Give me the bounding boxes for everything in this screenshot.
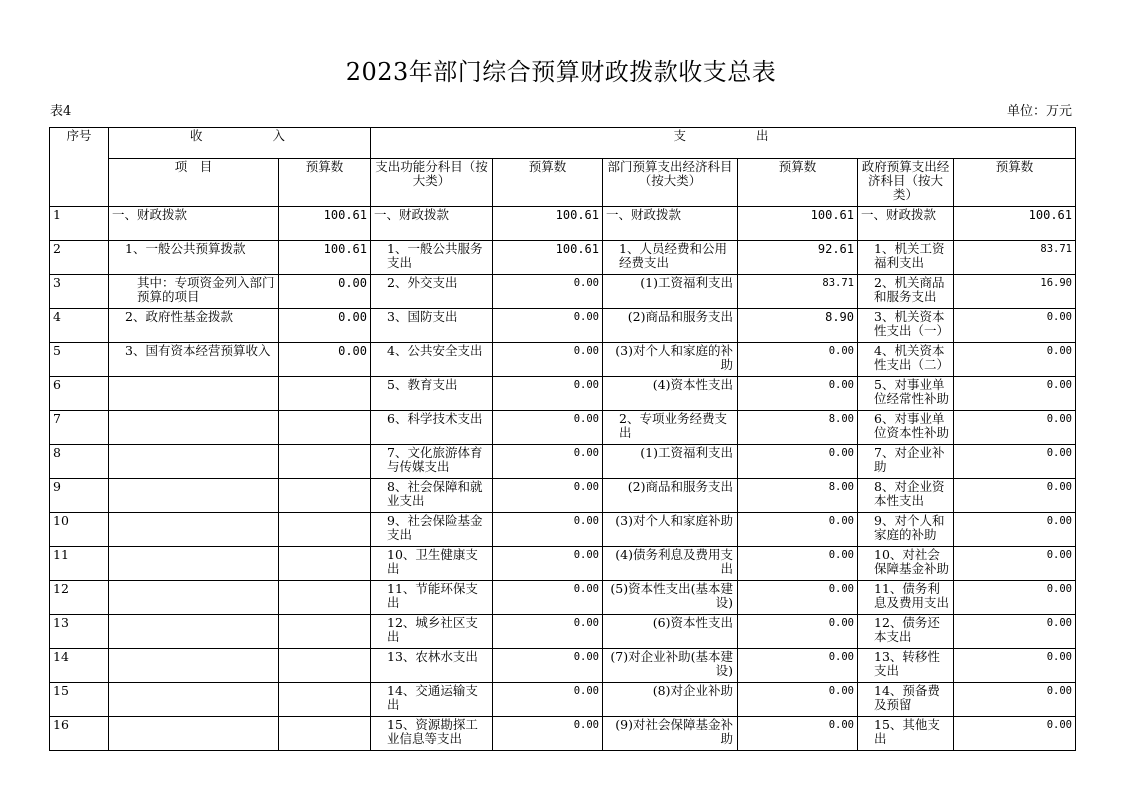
header-func-subject: 支出功能分科目（按大类） xyxy=(371,159,493,207)
table-row xyxy=(50,479,1076,513)
income-item xyxy=(109,615,279,649)
dept-item: (6)资本性支出 xyxy=(603,615,738,649)
income-budget xyxy=(279,445,371,479)
gov-budget: 0.00 xyxy=(954,411,1076,445)
header-gov-budget: 预算数 xyxy=(954,159,1076,207)
dept-budget: 92.61 xyxy=(738,241,858,275)
func-item: 11、节能环保支出 xyxy=(371,581,493,615)
dept-budget: 8.90 xyxy=(738,309,858,343)
header-seq: 序号 xyxy=(50,128,109,207)
table-row xyxy=(50,241,1076,275)
table-row xyxy=(50,649,1076,683)
header-expense: 支 出 xyxy=(371,128,1076,159)
dept-item: (1)工资福利支出 xyxy=(603,275,738,309)
table-row xyxy=(50,275,1076,309)
func-item: 2、外交支出 xyxy=(371,275,493,309)
dept-item: (4)资本性支出 xyxy=(603,377,738,411)
dept-item: (7)对企业补助(基本建设) xyxy=(603,649,738,683)
row-seq: 6 xyxy=(50,377,109,411)
dept-item: (8)对企业补助 xyxy=(603,683,738,717)
func-budget: 0.00 xyxy=(493,547,603,581)
unit-label: 单位：万元 xyxy=(1006,104,1072,119)
income-budget xyxy=(279,649,371,683)
gov-item: 14、预备费及预留 xyxy=(858,683,954,717)
func-item: 3、国防支出 xyxy=(371,309,493,343)
gov-budget: 0.00 xyxy=(954,513,1076,547)
gov-item: 8、对企业资本性支出 xyxy=(858,479,954,513)
income-budget xyxy=(279,547,371,581)
gov-budget: 0.00 xyxy=(954,479,1076,513)
income-budget xyxy=(279,411,371,445)
table-row xyxy=(50,683,1076,717)
func-budget: 0.00 xyxy=(493,683,603,717)
gov-budget: 83.71 xyxy=(954,241,1076,275)
dept-item: (2)商品和服务支出 xyxy=(603,309,738,343)
gov-item: 3、机关资本性支出（一） xyxy=(858,309,954,343)
row-seq: 16 xyxy=(50,717,109,751)
dept-budget: 0.00 xyxy=(738,615,858,649)
gov-item: 13、转移性支出 xyxy=(858,649,954,683)
row-seq: 7 xyxy=(50,411,109,445)
income-item xyxy=(109,513,279,547)
table-row xyxy=(50,547,1076,581)
row-seq: 14 xyxy=(50,649,109,683)
gov-budget: 0.00 xyxy=(954,615,1076,649)
table-row xyxy=(50,377,1076,411)
gov-item: 一、财政拨款 xyxy=(858,207,954,241)
header-income: 收 入 xyxy=(109,128,371,159)
func-item: 13、农林水支出 xyxy=(371,649,493,683)
func-item: 9、社会保险基金支出 xyxy=(371,513,493,547)
row-seq: 3 xyxy=(50,275,109,309)
func-item: 15、资源勘探工业信息等支出 xyxy=(371,717,493,751)
gov-budget: 0.00 xyxy=(954,445,1076,479)
income-budget xyxy=(279,717,371,751)
func-item: 10、卫生健康支出 xyxy=(371,547,493,581)
gov-item: 12、债务还本支出 xyxy=(858,615,954,649)
gov-budget: 0.00 xyxy=(954,309,1076,343)
dept-budget: 100.61 xyxy=(738,207,858,241)
income-budget: 0.00 xyxy=(279,309,371,343)
dept-item: 1、人员经费和公用经费支出 xyxy=(603,241,738,275)
income-item xyxy=(109,377,279,411)
func-budget: 0.00 xyxy=(493,411,603,445)
func-item: 7、文化旅游体育与传媒支出 xyxy=(371,445,493,479)
gov-item: 15、其他支出 xyxy=(858,717,954,751)
row-seq: 9 xyxy=(50,479,109,513)
gov-item: 5、对事业单位经常性补助 xyxy=(858,377,954,411)
dept-budget: 8.00 xyxy=(738,411,858,445)
dept-item: (3)对个人和家庭补助 xyxy=(603,513,738,547)
func-budget: 0.00 xyxy=(493,377,603,411)
gov-budget: 0.00 xyxy=(954,377,1076,411)
income-item xyxy=(109,479,279,513)
gov-budget: 0.00 xyxy=(954,683,1076,717)
row-seq: 4 xyxy=(50,309,109,343)
gov-budget: 0.00 xyxy=(954,547,1076,581)
table-number: 表4 xyxy=(50,104,72,119)
gov-item: 6、对事业单位资本性补助 xyxy=(858,411,954,445)
dept-budget: 0.00 xyxy=(738,377,858,411)
func-item: 4、公共安全支出 xyxy=(371,343,493,377)
income-budget: 0.00 xyxy=(279,275,371,309)
dept-budget: 0.00 xyxy=(738,445,858,479)
row-seq: 10 xyxy=(50,513,109,547)
row-seq: 8 xyxy=(50,445,109,479)
income-item: 其中：专项资金列入部门预算的项目 xyxy=(109,275,279,309)
gov-item: 11、债务利息及费用支出 xyxy=(858,581,954,615)
dept-item: 2、专项业务经费支出 xyxy=(603,411,738,445)
func-item: 12、城乡社区支出 xyxy=(371,615,493,649)
dept-budget: 0.00 xyxy=(738,547,858,581)
budget-table xyxy=(49,127,1076,751)
income-budget xyxy=(279,377,371,411)
gov-budget: 16.90 xyxy=(954,275,1076,309)
row-seq: 12 xyxy=(50,581,109,615)
income-budget: 0.00 xyxy=(279,343,371,377)
income-budget: 100.61 xyxy=(279,241,371,275)
dept-item: (3)对个人和家庭的补助 xyxy=(603,343,738,377)
income-budget xyxy=(279,479,371,513)
func-budget: 0.00 xyxy=(493,615,603,649)
table-row xyxy=(50,309,1076,343)
gov-item: 4、机关资本性支出（二） xyxy=(858,343,954,377)
gov-budget: 0.00 xyxy=(954,343,1076,377)
dept-budget: 0.00 xyxy=(738,581,858,615)
dept-budget: 0.00 xyxy=(738,649,858,683)
income-item xyxy=(109,411,279,445)
income-budget: 100.61 xyxy=(279,207,371,241)
income-item: 一、财政拨款 xyxy=(109,207,279,241)
table-row xyxy=(50,445,1076,479)
dept-budget: 0.00 xyxy=(738,683,858,717)
dept-budget: 83.71 xyxy=(738,275,858,309)
gov-item: 7、对企业补助 xyxy=(858,445,954,479)
func-item: 一、财政拨款 xyxy=(371,207,493,241)
dept-item: (2)商品和服务支出 xyxy=(603,479,738,513)
dept-budget: 0.00 xyxy=(738,717,858,751)
page-title: 2023年部门综合预算财政拨款收支总表 xyxy=(345,58,777,86)
header-income-budget: 预算数 xyxy=(279,159,371,207)
gov-item: 2、机关商品和服务支出 xyxy=(858,275,954,309)
func-budget: 0.00 xyxy=(493,649,603,683)
gov-item: 9、对个人和家庭的补助 xyxy=(858,513,954,547)
header-dept-budget: 预算数 xyxy=(738,159,858,207)
func-item: 5、教育支出 xyxy=(371,377,493,411)
dept-item: (4)债务利息及费用支出 xyxy=(603,547,738,581)
income-item: 2、政府性基金拨款 xyxy=(109,309,279,343)
header-income-item: 项 目 xyxy=(109,159,279,207)
func-budget: 0.00 xyxy=(493,479,603,513)
income-budget xyxy=(279,615,371,649)
gov-item: 10、对社会保障基金补助 xyxy=(858,547,954,581)
func-budget: 0.00 xyxy=(493,309,603,343)
gov-budget: 0.00 xyxy=(954,581,1076,615)
income-budget xyxy=(279,683,371,717)
dept-budget: 0.00 xyxy=(738,343,858,377)
income-item xyxy=(109,683,279,717)
row-seq: 11 xyxy=(50,547,109,581)
table-row xyxy=(50,717,1076,751)
row-seq: 2 xyxy=(50,241,109,275)
dept-budget: 8.00 xyxy=(738,479,858,513)
income-item xyxy=(109,581,279,615)
func-item: 8、社会保障和就业支出 xyxy=(371,479,493,513)
income-item: 3、国有资本经营预算收入 xyxy=(109,343,279,377)
income-budget xyxy=(279,581,371,615)
func-budget: 100.61 xyxy=(493,207,603,241)
row-seq: 13 xyxy=(50,615,109,649)
dept-item: (9)对社会保障基金补助 xyxy=(603,717,738,751)
table-row xyxy=(50,581,1076,615)
income-item xyxy=(109,649,279,683)
dept-budget: 0.00 xyxy=(738,513,858,547)
gov-budget: 100.61 xyxy=(954,207,1076,241)
table-row xyxy=(50,615,1076,649)
func-item: 1、一般公共服务支出 xyxy=(371,241,493,275)
func-budget: 100.61 xyxy=(493,241,603,275)
func-budget: 0.00 xyxy=(493,581,603,615)
dept-item: (1)工资福利支出 xyxy=(603,445,738,479)
row-seq: 5 xyxy=(50,343,109,377)
gov-item: 1、机关工资福利支出 xyxy=(858,241,954,275)
func-budget: 0.00 xyxy=(493,275,603,309)
func-item: 6、科学技术支出 xyxy=(371,411,493,445)
header-gov-econ: 政府预算支出经济科目（按大类） xyxy=(858,159,954,207)
gov-budget: 0.00 xyxy=(954,649,1076,683)
func-budget: 0.00 xyxy=(493,445,603,479)
header-func-budget: 预算数 xyxy=(493,159,603,207)
gov-budget: 0.00 xyxy=(954,717,1076,751)
header-dept-econ: 部门预算支出经济科目（按大类） xyxy=(603,159,738,207)
dept-item: (5)资本性支出(基本建设) xyxy=(603,581,738,615)
func-item: 14、交通运输支出 xyxy=(371,683,493,717)
table-row xyxy=(50,207,1076,241)
func-budget: 0.00 xyxy=(493,513,603,547)
income-item xyxy=(109,547,279,581)
income-item xyxy=(109,445,279,479)
table-row xyxy=(50,343,1076,377)
row-seq: 1 xyxy=(50,207,109,241)
table-row xyxy=(50,513,1076,547)
table-row xyxy=(50,411,1076,445)
func-budget: 0.00 xyxy=(493,717,603,751)
dept-item: 一、财政拨款 xyxy=(603,207,738,241)
income-item: 1、一般公共预算拨款 xyxy=(109,241,279,275)
func-budget: 0.00 xyxy=(493,343,603,377)
income-budget xyxy=(279,513,371,547)
income-item xyxy=(109,717,279,751)
row-seq: 15 xyxy=(50,683,109,717)
